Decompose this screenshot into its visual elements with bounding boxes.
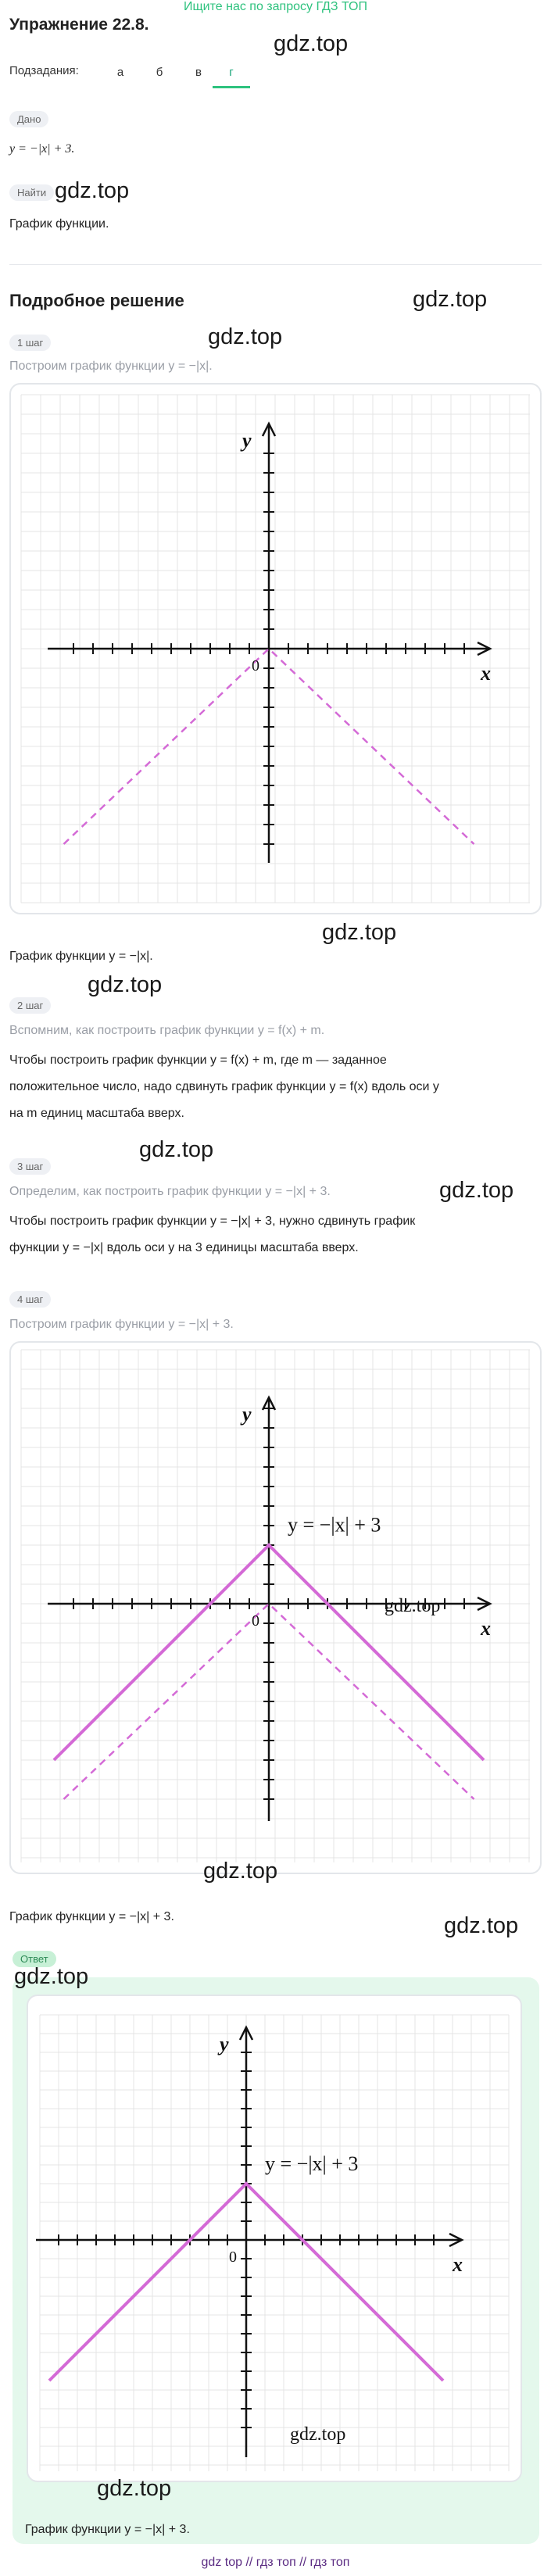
graph-3-frame (27, 1995, 522, 2482)
step3-text-2: функции y = −|x| вдоль оси y на 3 единицы масштаба вверх. (9, 1241, 359, 1254)
page-title: Упражнение 22.8. (9, 16, 149, 34)
solution-heading: Подробное решение (9, 291, 184, 310)
watermark: gdz.top (322, 920, 397, 945)
watermark: gdz.top (14, 1964, 89, 1989)
y-axis-label: y (220, 2033, 229, 2055)
step1-instruction: Построим график функции y = −|x|. (9, 360, 213, 373)
y-axis-label: y (242, 1403, 252, 1426)
find-pill: Найти (9, 184, 54, 201)
x-axis-label: x (481, 1617, 491, 1640)
watermark: gdz.top (444, 1913, 519, 1938)
watermark: gdz.top (97, 2476, 172, 2501)
step2-text-1: Чтобы построить график функции y = f(x) + m, где m — заданное (9, 1054, 387, 1067)
watermark: gdz.top (290, 2424, 346, 2445)
step2-text-3: на m единиц масштаба вверх. (9, 1107, 184, 1120)
graph-1 (11, 385, 540, 913)
tab-g[interactable]: г (229, 66, 234, 79)
graph-2-frame (9, 1341, 542, 1874)
given-pill: Дано (9, 111, 48, 127)
step1-caption: График функции y = −|x|. (9, 950, 153, 963)
answer-pill: Ответ (13, 1951, 56, 1967)
x-axis-label: x (481, 662, 491, 685)
tab-v[interactable]: в (195, 66, 202, 79)
watermark: gdz.top (413, 287, 488, 312)
graph-3 (28, 1996, 521, 2481)
step4-pill: 4 шаг (9, 1291, 51, 1308)
given-formula: y = −|x| + 3. (9, 142, 75, 156)
y-axis-label: y (242, 429, 252, 452)
tab-b[interactable]: б (156, 66, 163, 79)
step2-text-2: положительное число, надо сдвинуть график функции y = f(x) вдоль оси y (9, 1080, 439, 1093)
watermark: gdz.top (385, 1596, 441, 1616)
step3-pill: 3 шаг (9, 1158, 51, 1175)
find-text: График функции. (9, 217, 109, 231)
curve-label: y = −|x| + 3 (288, 1513, 381, 1537)
step3-text-1: Чтобы построить график функции y = −|x| + 3, нужно сдвинуть график (9, 1215, 416, 1228)
answer-caption: График функции y = −|x| + 3. (25, 2523, 190, 2536)
watermark: gdz.top (55, 178, 130, 203)
step2-pill: 2 шаг (9, 997, 51, 1014)
tab-a[interactable]: а (116, 66, 124, 79)
footer-links[interactable]: gdz top // гдз топ // гдз топ (201, 2556, 350, 2569)
graph-1-frame (9, 383, 542, 914)
watermark: gdz.top (208, 324, 283, 349)
step4-caption: График функции y = −|x| + 3. (9, 1910, 174, 1923)
active-tab-indicator (213, 86, 250, 88)
origin-label: 0 (252, 657, 259, 674)
subtasks-label: Подзадания: (9, 64, 79, 77)
origin-label: 0 (229, 2249, 237, 2266)
watermark: gdz.top (439, 1178, 514, 1203)
origin-label: 0 (252, 1612, 259, 1630)
curve-label: y = −|x| + 3 (265, 2152, 359, 2176)
step4-instruction: Построим график функции y = −|x| + 3. (9, 1318, 234, 1331)
watermark: gdz.top (139, 1137, 214, 1162)
top-banner[interactable]: Ищите нас по запросу ГДЗ ТОП (184, 0, 367, 13)
step2-instruction: Вспомним, как построить график функции y = f(x) + m. (9, 1024, 325, 1037)
watermark: gdz.top (203, 1859, 278, 1884)
graph-2 (11, 1343, 540, 1873)
watermark: gdz.top (88, 972, 163, 997)
watermark: gdz.top (274, 31, 349, 56)
step1-pill: 1 шаг (9, 335, 51, 351)
step3-instruction: Определим, как построить график функции y = −|x| + 3. (9, 1185, 331, 1198)
divider (9, 264, 542, 265)
x-axis-label: x (453, 2253, 463, 2276)
